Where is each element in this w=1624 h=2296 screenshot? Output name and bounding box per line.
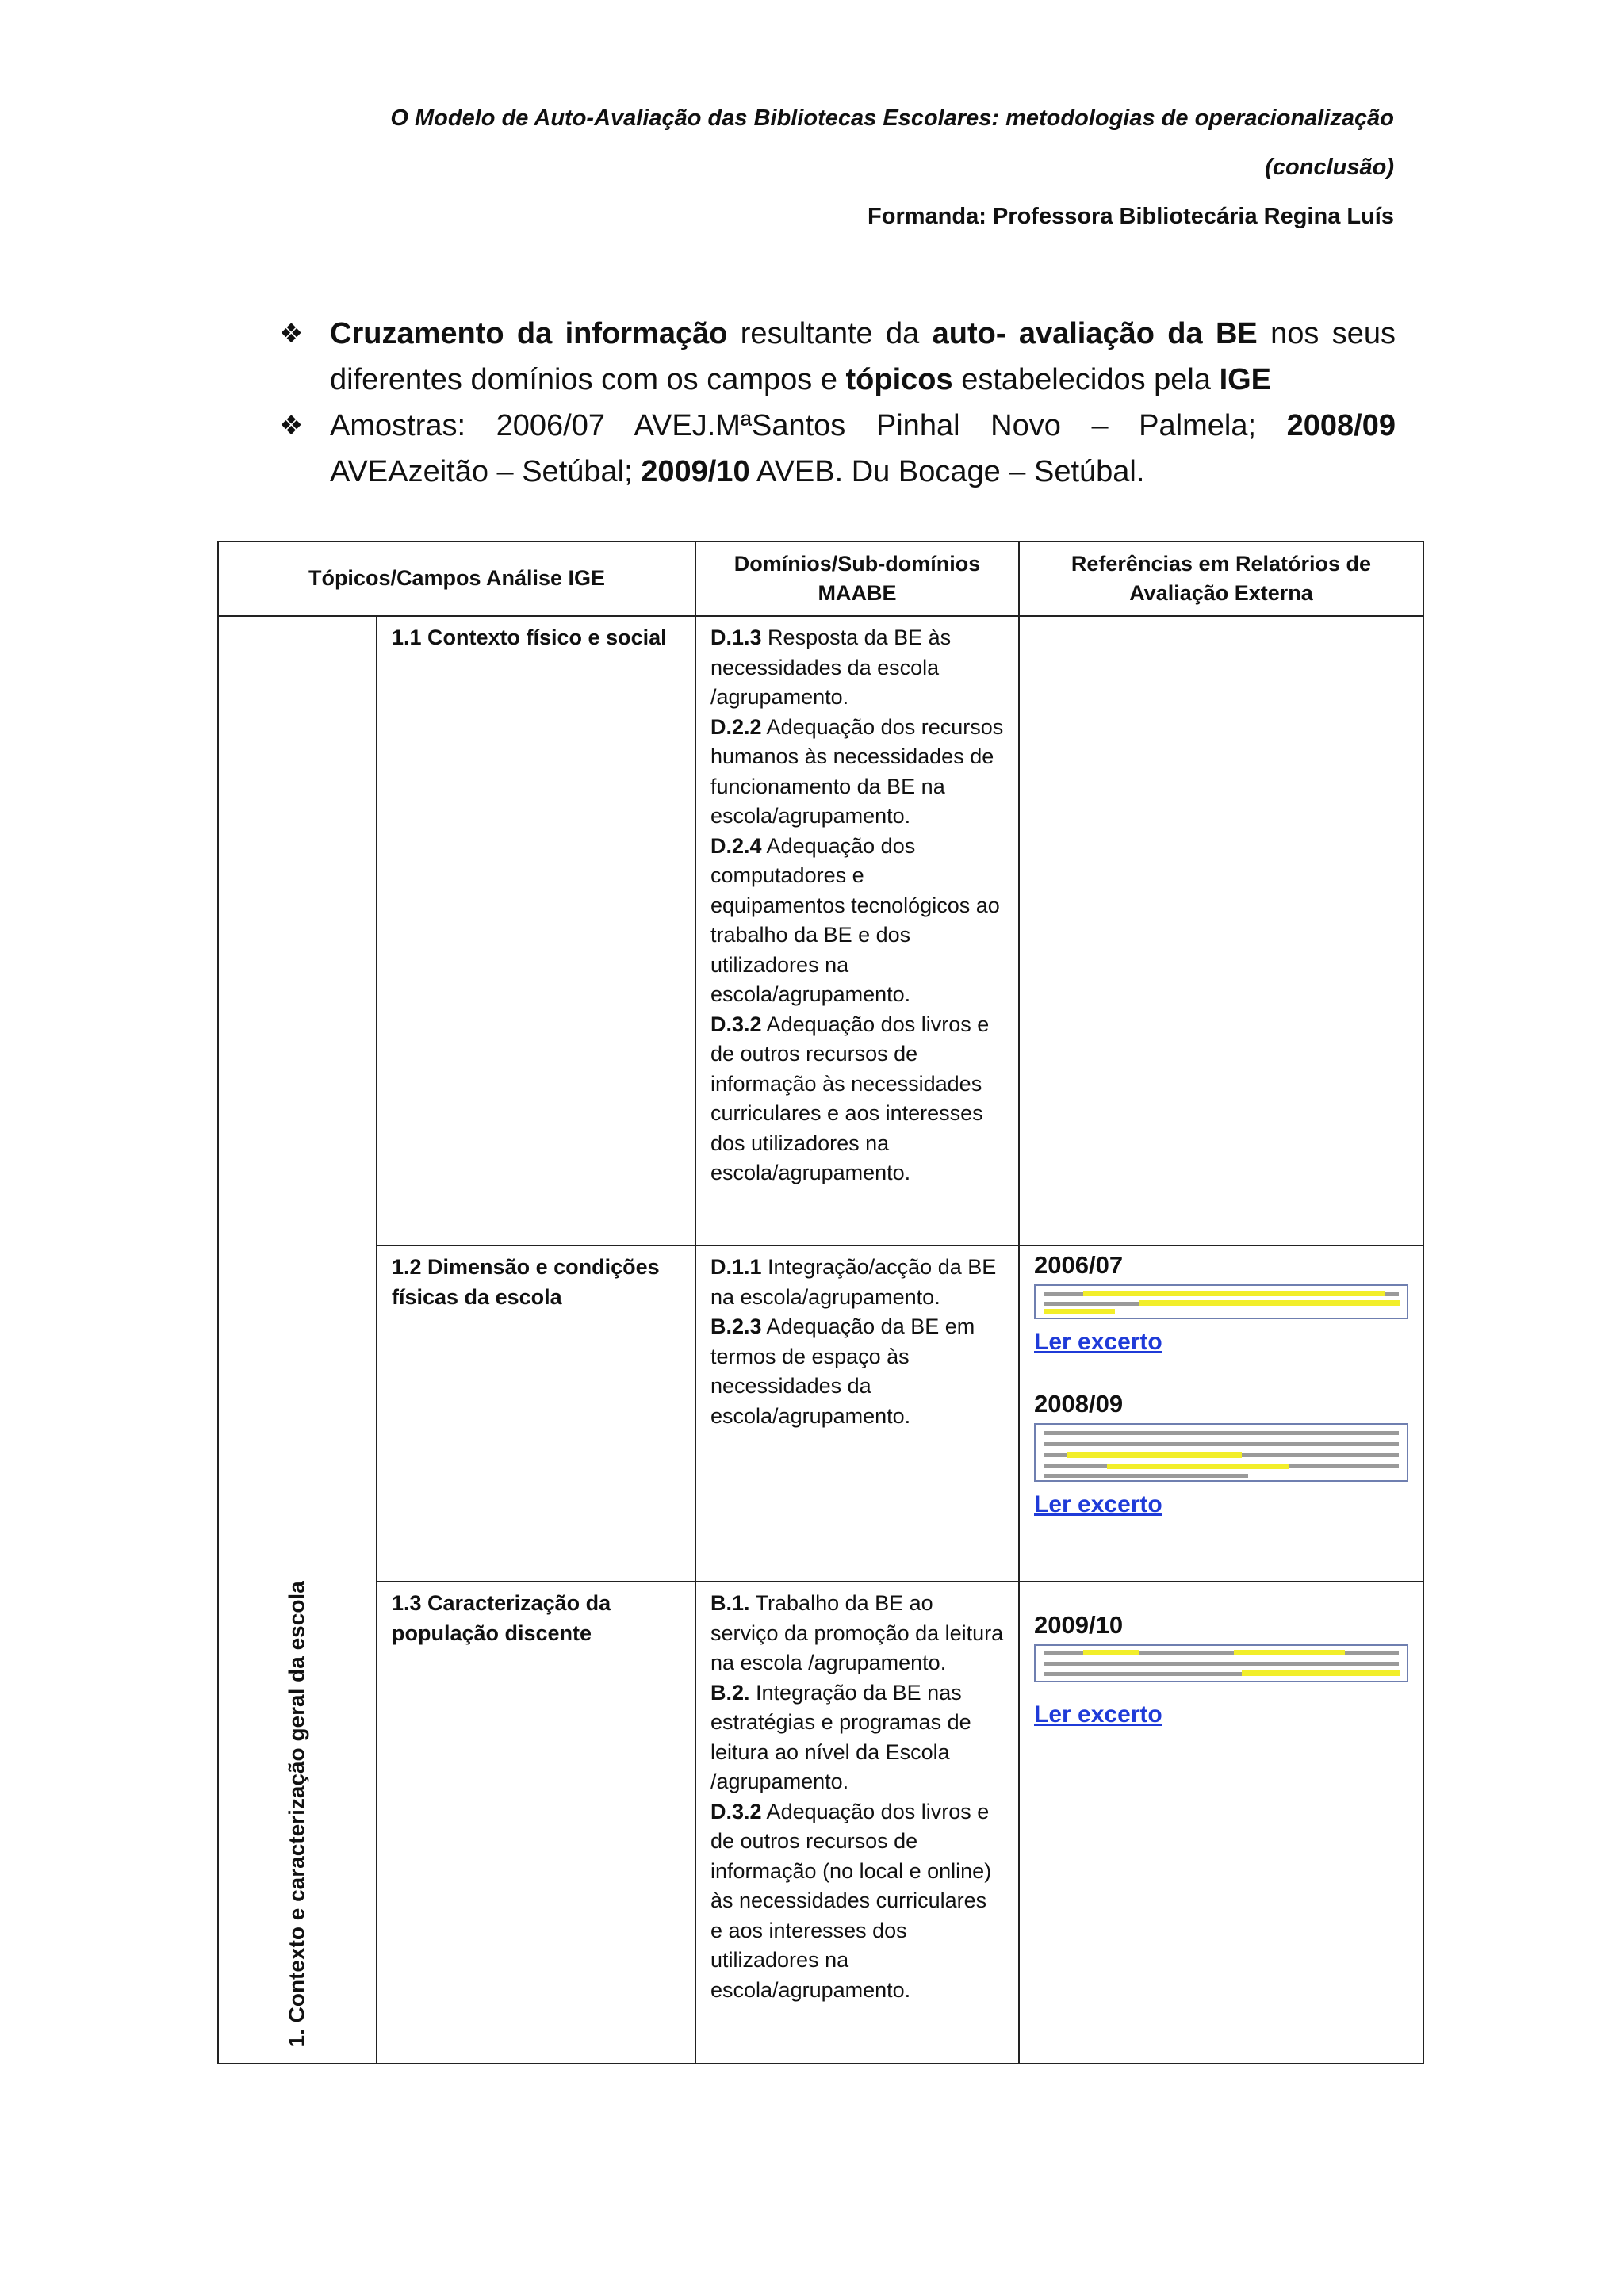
domain-code: B.2. <box>710 1680 750 1705</box>
document-subtitle: (conclusão) <box>1265 155 1394 180</box>
bullet-text-strong: IGE <box>1219 363 1272 396</box>
domain-text: Adequação da BE em termos de espaço às necessidades da escola/agrupamento. <box>710 1314 975 1428</box>
bullet-text-strong: 2008/09 <box>1286 409 1396 442</box>
domain-code: D.2.4 <box>710 833 762 858</box>
bullet-item-crossing <box>279 311 1396 403</box>
analysis-table <box>217 541 1424 2064</box>
domain-text: Adequação dos livros e de outros recursos de informação (no local e online) às necessidades curriculares e aos interesses dos utilizadores na escola/agrupamento. <box>710 1799 992 2002</box>
domain-item <box>710 1010 1004 1188</box>
domain-text: Integração/acção da BE na escola/agrupamento. <box>710 1255 997 1309</box>
read-excerpt-link[interactable]: Ler excerto <box>1034 1329 1162 1355</box>
domain-item <box>710 1312 1004 1431</box>
table-row <box>218 1582 1423 2064</box>
domains-cell <box>695 616 1019 1246</box>
domain-code: D.3.2 <box>710 1012 762 1036</box>
domains-cell <box>695 1582 1019 2064</box>
read-excerpt-link[interactable]: Ler excerto <box>1034 1701 1162 1728</box>
bullet-text-strong: tópicos <box>845 363 953 396</box>
document-title: O Modelo de Auto-Avaliação das Bibliotecas Escolares: metodologias de operacionalização <box>390 105 1394 131</box>
reference-year: 2006/07 <box>1034 1251 1124 1279</box>
domain-text: Adequação dos recursos humanos às necessidades de funcionamento da BE na escola/agrupamento. <box>710 714 1004 828</box>
topic-cell: 1.1 Contexto físico e social <box>377 616 695 1246</box>
domain-item <box>710 1253 1004 1312</box>
diamond-bullet-icon: ❖ <box>279 319 304 349</box>
domain-code: B.1. <box>710 1591 750 1615</box>
topic-cell: 1.3 Caracterização da população discente <box>377 1582 695 2064</box>
domain-item <box>710 713 1004 832</box>
domain-text: Trabalho da BE ao serviço da promoção da leitura na escola /agrupamento. <box>710 1591 1004 1674</box>
domains-cell <box>695 1246 1019 1582</box>
bullet-text: resultante da <box>727 317 933 350</box>
diamond-bullet-icon: ❖ <box>279 411 304 441</box>
table-row <box>218 1246 1423 1582</box>
bullet-text: AVEB. Du Bocage – Setúbal. <box>749 455 1145 488</box>
bullet-text: estabelecidos pela <box>952 363 1220 396</box>
domain-item <box>710 1678 1004 1797</box>
domain-code: B.2.3 <box>710 1314 762 1338</box>
domain-text: Integração da BE nas estratégias e programas de leitura ao nível da Escola /agrupamento. <box>710 1680 971 1793</box>
section-label: 1. Contexto e caracterização geral da escola <box>284 1580 309 2047</box>
domain-item <box>710 1797 1004 2006</box>
header-domains: Domínios/Sub-domínios MAABE <box>695 541 1019 616</box>
references-cell <box>1019 1582 1423 2064</box>
reference-year: 2009/10 <box>1034 1611 1124 1639</box>
domain-text: Adequação dos computadores e equipamentos tecnológicos ao trabalho da BE e dos utilizadores na escola/agrupamento. <box>710 833 1000 1006</box>
intro-bullets <box>279 311 1396 495</box>
table-row <box>218 616 1423 1246</box>
excerpt-thumbnail[interactable] <box>1034 1644 1408 1682</box>
references-cell <box>1019 616 1423 1246</box>
header-topics: Tópicos/Campos Análise IGE <box>218 541 695 616</box>
bullet-text: nos seus diferentes domínios com os campos e <box>330 317 1396 396</box>
bullet-text-strong: Cruzamento da informação <box>330 317 728 350</box>
table-header-row <box>218 541 1423 616</box>
domain-item <box>710 832 1004 1010</box>
domain-text: Adequação dos livros e de outros recursos de informação às necessidades curriculares e aos interesses dos utilizadores na escola/agrupamento. <box>710 1012 990 1184</box>
section-label-cell <box>218 616 377 2064</box>
domain-code: D.2.2 <box>710 714 762 739</box>
bullet-text: Amostras: 2006/07 AVEJ.MªSantos Pinhal Novo – Palmela; <box>330 409 1287 442</box>
domain-item <box>710 1589 1004 1678</box>
domain-code: D.1.3 <box>710 626 762 649</box>
bullet-text: AVEAzeitão – Setúbal; <box>330 455 642 488</box>
excerpt-thumbnail[interactable] <box>1034 1423 1408 1482</box>
topic-cell: 1.2 Dimensão e condições físicas da escola <box>377 1246 695 1582</box>
domain-code: D.1.1 <box>710 1255 762 1279</box>
reference-year: 2008/09 <box>1034 1389 1124 1418</box>
bullet-item-samples <box>279 403 1396 495</box>
bullet-text-strong: 2009/10 <box>641 455 750 488</box>
document-header <box>390 94 1394 241</box>
bullet-text-strong: auto- avaliação da BE <box>932 317 1258 350</box>
document-author: Formanda: Professora Bibliotecária Regina Luís <box>868 204 1394 229</box>
excerpt-thumbnail[interactable] <box>1034 1284 1408 1319</box>
domain-item <box>710 623 1004 713</box>
references-cell <box>1019 1246 1423 1582</box>
domain-text: Resposta da BE às necessidades da escola /agrupamento. <box>710 626 952 709</box>
read-excerpt-link[interactable]: Ler excerto <box>1034 1490 1162 1517</box>
domain-code: D.3.2 <box>710 1799 762 1823</box>
header-references: Referências em Relatórios de Avaliação Externa <box>1019 541 1423 616</box>
